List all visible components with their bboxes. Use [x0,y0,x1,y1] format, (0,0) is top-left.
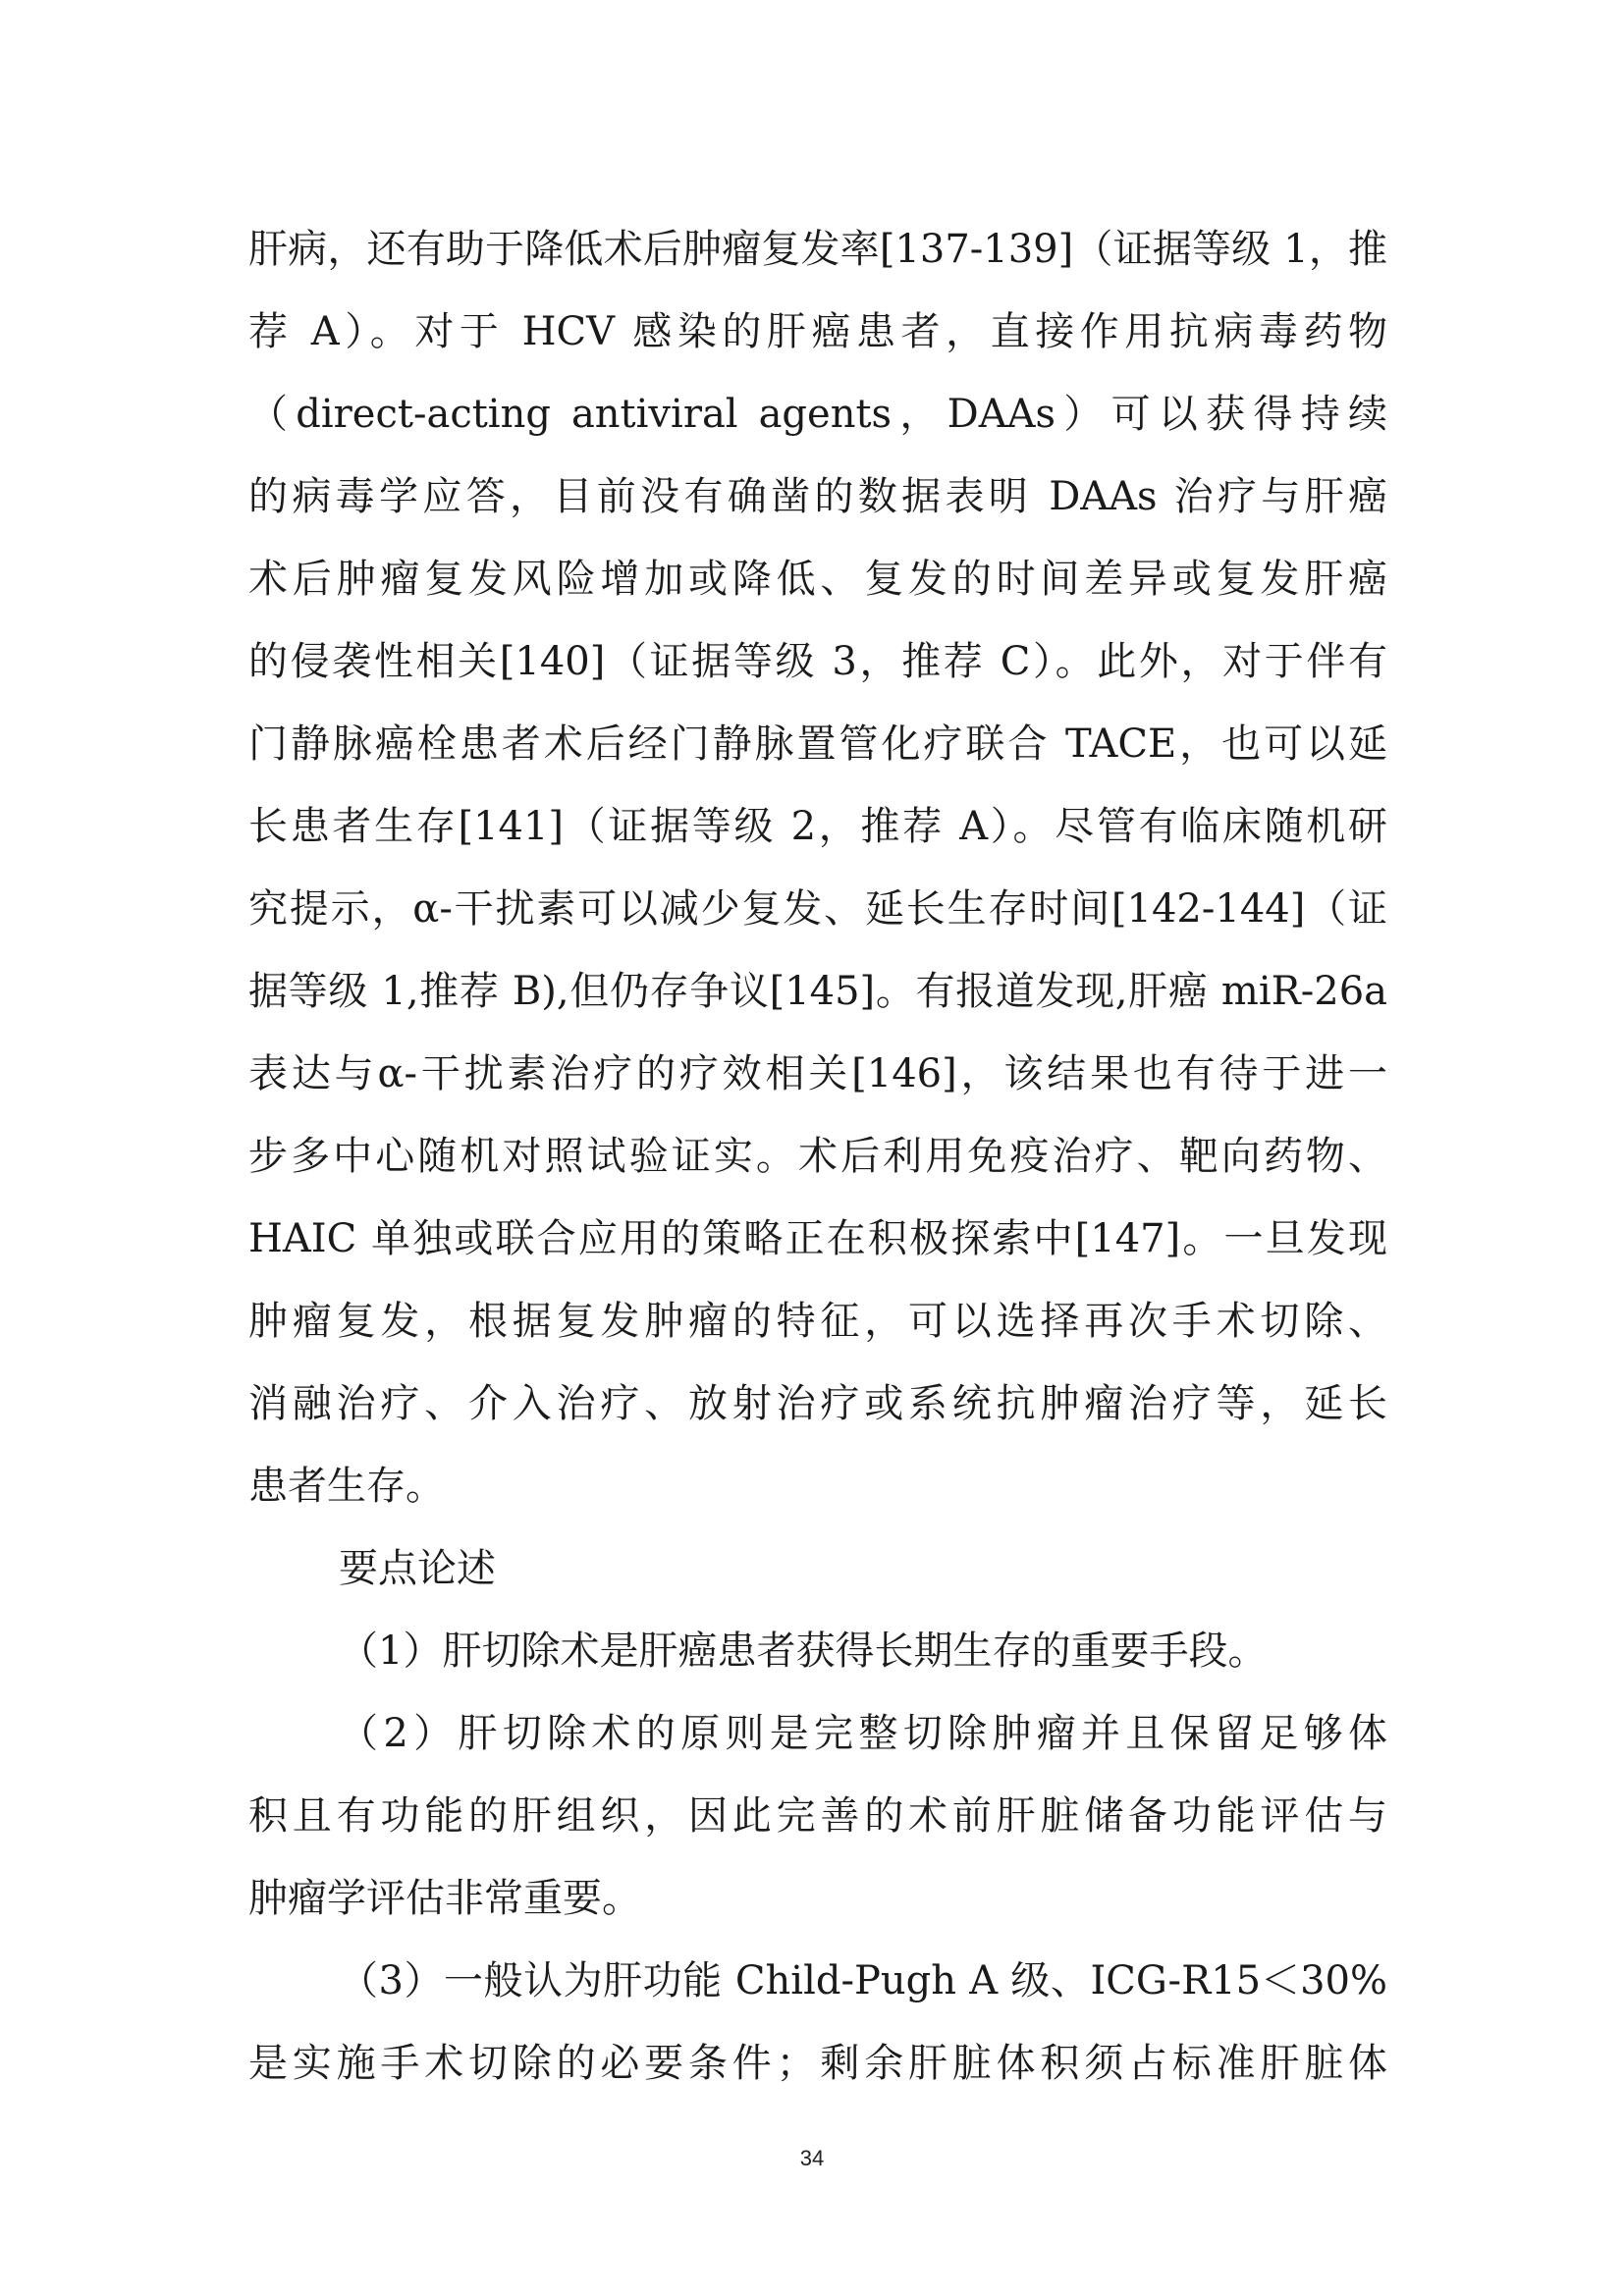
body-line: 究提示，α-干扰素可以减少复发、延长生存时间[142-144]（证 [248,886,1387,932]
body-line: 肿瘤复发，根据复发肿瘤的特征，可以选择再次手术切除、 [248,1299,1387,1344]
body-line: 术后肿瘤复发风险增加或降低、复发的时间差异或复发肝癌 [248,557,1387,602]
body-line: 患者生存。 [248,1464,445,1509]
body-line: 门静脉癌栓患者术后经门静脉置管化疗联合 TACE，也可以延 [248,721,1387,767]
body-line: 的侵袭性相关[140]（证据等级 3，推荐 C）。此外，对于伴有 [248,639,1387,684]
key-points-heading: 要点论述 [339,1546,496,1591]
key-point-2-line: 肿瘤学评估非常重要。 [248,1876,641,1921]
body-line: 肝病，还有助于降低术后肿瘤复发率[137-139]（证据等级 1，推 [248,227,1387,272]
body-line: （direct-acting antiviral agents，DAAs）可以获得持续 [248,392,1387,437]
key-point-3-line: （3）一般认为肝功能 Child-Pugh A 级、ICG-R15＜30% [339,1958,1387,2003]
key-point-2-line: 积且有功能的肝组织，因此完善的术前肝脏储备功能评估与 [248,1793,1387,1839]
body-line: 据等级 1,推荐 B),但仍存争议[145]。有报道发现,肝癌 miR-26a [248,969,1387,1014]
key-point-2-line: （2）肝切除术的原则是完整切除肿瘤并且保留足够体 [339,1711,1387,1756]
key-point-1: （1）肝切除术是肝癌患者获得长期生存的重要手段。 [339,1629,1268,1674]
body-line: 长患者生存[141]（证据等级 2，推荐 A）。尽管有临床随机研 [248,804,1387,849]
page-number: 34 [799,2146,825,2170]
body-line: 步多中心随机对照试验证实。术后利用免疫治疗、靶向药物、 [248,1134,1387,1179]
body-line: 的病毒学应答，目前没有确凿的数据表明 DAAs 治疗与肝癌 [248,474,1387,519]
body-line: 荐 A）。对于 HCV 感染的肝癌患者，直接作用抗病毒药物 [248,309,1387,354]
body-line: HAIC 单独或联合应用的策略正在积极探索中[147]。一旦发现 [248,1216,1387,1261]
body-line: 表达与α-干扰素治疗的疗效相关[146]，该结果也有待于进一 [248,1051,1387,1096]
key-point-3-line: 是实施手术切除的必要条件；剩余肝脏体积须占标准肝脏体 [248,2041,1387,2086]
body-line: 消融治疗、介入治疗、放射治疗或系统抗肿瘤治疗等，延长 [248,1381,1387,1426]
